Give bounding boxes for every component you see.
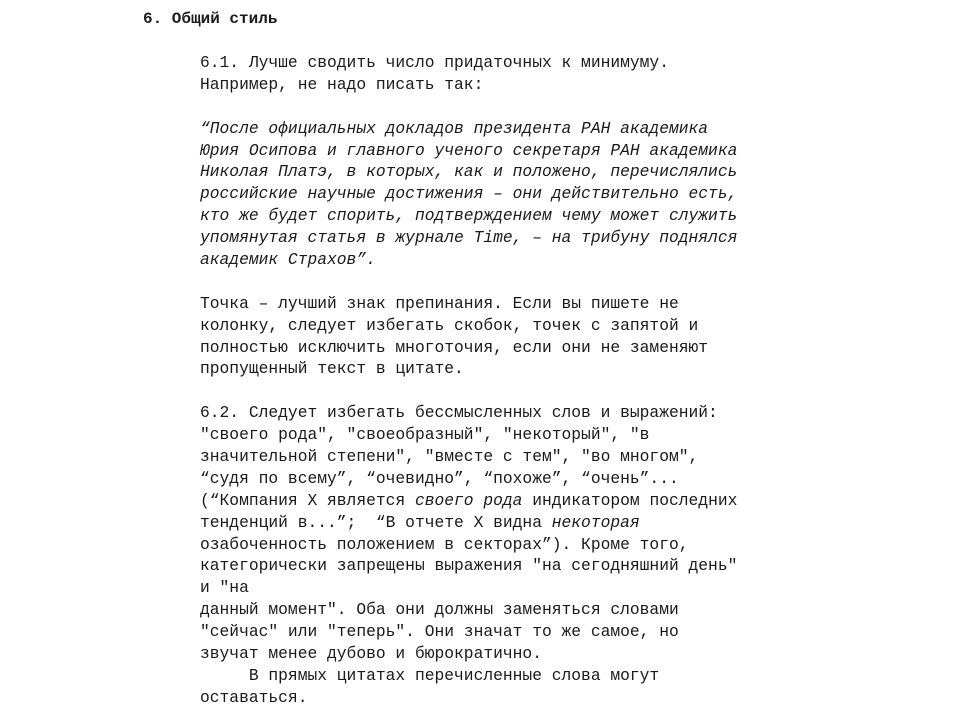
quote-line: Юрия Осипова и главного ученого секретаря РАН академика: [200, 140, 738, 160]
section-body: [200, 52, 900, 709]
emphasized-phrase: некоторая: [551, 512, 640, 532]
punctuation-paragraph-line: пропущенный текст в цитате.: [200, 359, 464, 379]
emphasized-phrase: своего рода: [414, 490, 523, 510]
spacer: [200, 271, 900, 293]
paragraph-6-2-line: озабоченность положением в секторах”). Кроме того,: [200, 534, 689, 554]
spacer: [200, 380, 900, 402]
punctuation-paragraph-line: полностью исключить многоточия, если они не заменяют: [200, 337, 709, 357]
quote-line: “После официальных докладов президента РАН академика: [200, 118, 709, 138]
paragraph-6-2-line: значительной степени", "вместе с тем", "во многом",: [200, 447, 699, 467]
paragraph-6-2-line: "сейчас" или "теперь". Они значат то же самое, но: [200, 622, 679, 642]
paragraph-6-2-line: данный момент". Оба они должны заменяться словами: [200, 600, 679, 620]
punctuation-paragraph-line: колонку, следует избегать скобок, точек с запятой и: [200, 315, 699, 335]
paragraph-6-2-example-line: [200, 512, 900, 534]
punctuation-paragraph-line: Точка – лучший знак препинания. Если вы пишете не: [200, 293, 679, 313]
example-text: (“Компания X является: [200, 490, 415, 510]
paragraph-6-2-line: "своего рода", "своеобразный", "некоторый", "в: [200, 425, 650, 445]
example-quote: [200, 118, 900, 271]
quote-line: академик Страхов”.: [200, 250, 376, 270]
quote-line: Николая Платэ, в которых, как и положено, перечислялись: [200, 162, 738, 182]
paragraph-6-2-line: “судя по всему”, “очевидно”, “похоже”, “очень”...: [200, 468, 679, 488]
paragraph-6-2-line: звучат менее дубово и бюрократично.: [200, 644, 542, 664]
quote-line: российские научные достижения – они действительно есть,: [200, 184, 738, 204]
example-text: индикатором последних: [522, 490, 738, 510]
paragraph-6-2-line: 6.2. Следует избегать бессмысленных слов и выражений:: [200, 403, 718, 423]
paragraph-6-1-line: 6.1. Лучше сводить число придаточных к минимуму.: [200, 53, 669, 72]
section-heading: 6. Общий стиль: [143, 10, 278, 28]
paragraph-6-2-line: категорически запрещены выражения "на сегодняшний день": [200, 556, 738, 576]
quote-line: упомянутая статья в журнале Time, – на трибуну поднялся: [200, 228, 738, 248]
paragraph-6-2-line: оставаться.: [200, 687, 308, 707]
paragraph-6-2-line: В прямых цитатах перечисленные слова могут: [200, 665, 660, 685]
spacer: [200, 96, 900, 118]
quote-line: кто же будет спорить, подтверждением чему может служить: [200, 206, 738, 226]
paragraph-6-2-example-line: [200, 490, 900, 512]
paragraph-6-2-line: и "на: [200, 578, 249, 598]
paragraph-6-1-line: Например, не надо писать так:: [200, 74, 484, 94]
example-text: тенденций в...”; “В отчете X видна: [200, 512, 552, 532]
